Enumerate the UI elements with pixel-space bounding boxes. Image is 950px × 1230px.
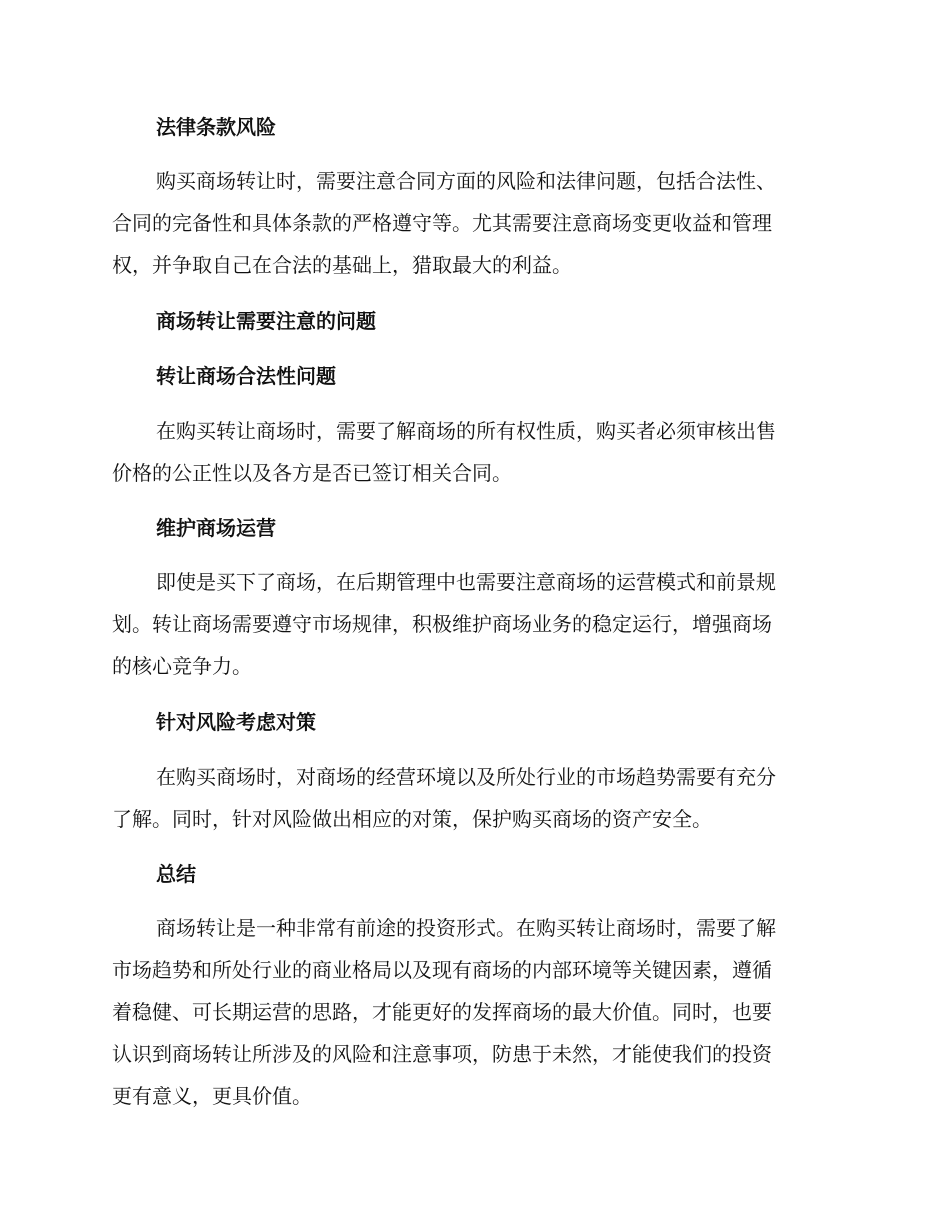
paragraph-line: 购买商场转让时，需要注意合同方面的风险和法律问题，包括合法性、 — [156, 169, 776, 193]
section-heading-legal-risk: 法律条款风险 — [156, 115, 276, 139]
section-heading-summary: 总结 — [156, 862, 196, 886]
paragraph-legality — [112, 410, 832, 494]
paragraph-line: 在购买转让商场时，需要了解商场的所有权性质，购买者必须审核出售 — [156, 419, 776, 443]
paragraph-line: 了解。同时，针对风险做出相应的对策，保护购买商场的资产安全。 — [112, 807, 712, 831]
paragraph-countermeasures — [112, 756, 832, 840]
paragraph-line: 着稳健、可长期运营的思路，才能更好的发挥商场的最大价值。同时，也要 — [112, 1000, 772, 1024]
paragraph-summary — [112, 907, 832, 1117]
section-heading-transfer-issues: 商场转让需要注意的问题 — [156, 309, 376, 333]
paragraph-line: 合同的完备性和具体条款的严格遵守等。尤其需要注意商场变更收益和管理 — [112, 211, 772, 235]
paragraph-line: 更有意义，更具价值。 — [112, 1084, 312, 1108]
paragraph-line: 商场转让是一种非常有前途的投资形式。在购买转让商场时，需要了解 — [156, 916, 776, 940]
paragraph-line: 市场趋势和所处行业的商业格局以及现有商场的内部环境等关键因素，遵循 — [112, 958, 772, 982]
section-heading-countermeasures: 针对风险考虑对策 — [156, 710, 316, 734]
paragraph-line: 的核心竞争力。 — [112, 654, 252, 678]
paragraph-line: 认识到商场转让所涉及的风险和注意事项，防患于未然，才能使我们的投资 — [112, 1042, 772, 1066]
section-heading-legality: 转让商场合法性问题 — [156, 364, 336, 388]
paragraph-operations — [112, 561, 832, 687]
paragraph-legal-risk — [112, 160, 832, 286]
section-heading-operations: 维护商场运营 — [156, 516, 276, 540]
paragraph-line: 划。转让商场需要遵守市场规律，积极维护商场业务的稳定运行，增强商场 — [112, 612, 772, 636]
paragraph-line: 即使是买下了商场，在后期管理中也需要注意商场的运营模式和前景规 — [156, 570, 776, 594]
paragraph-line: 价格的公正性以及各方是否已签订相关合同。 — [112, 461, 512, 485]
paragraph-line: 权，并争取自己在合法的基础上，猎取最大的利益。 — [112, 253, 572, 277]
paragraph-line: 在购买商场时，对商场的经营环境以及所处行业的市场趋势需要有充分 — [156, 765, 776, 789]
